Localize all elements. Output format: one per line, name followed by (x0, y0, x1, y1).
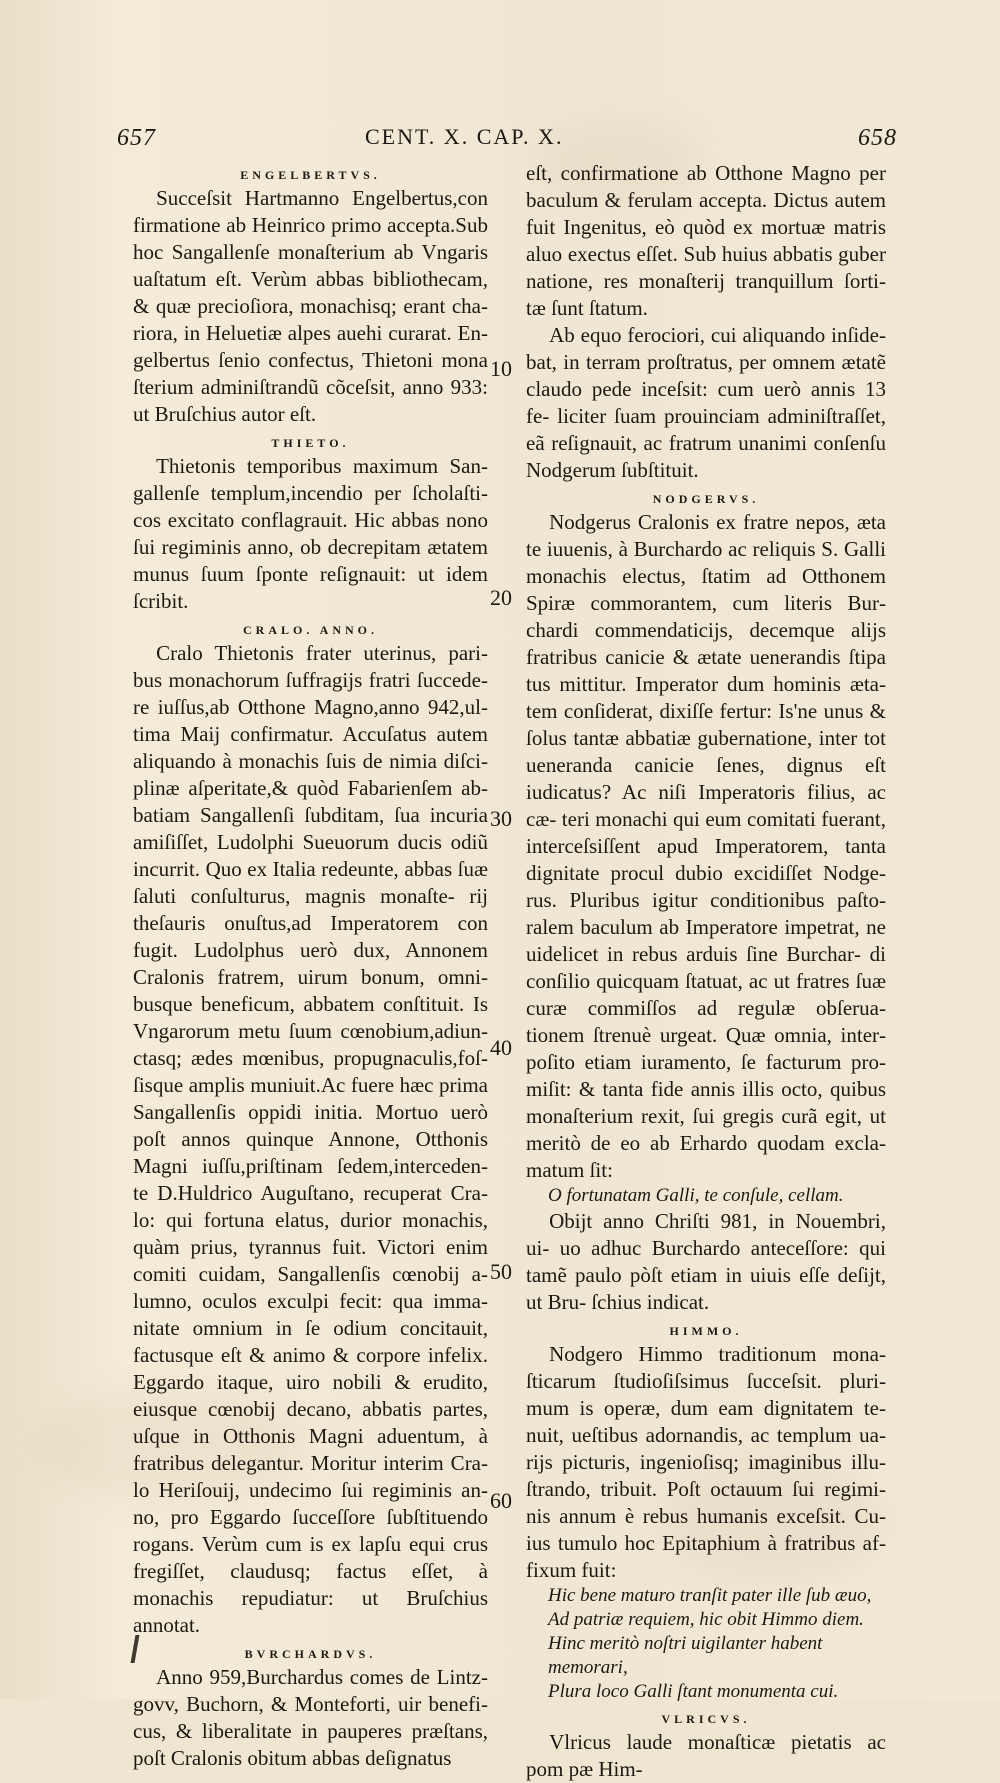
section-nodgerus (526, 490, 886, 1316)
section-text-2: Ab equo ferociori, cui aliquando inſide‑ bat, in terram proſtratus, per omnem ætatẽ claudo pede inceſsit: cum uerò annis 13 fe‑ liciter ſuam prouinciam adminiſtraſſet, eã reſignauit, ac fratrum unanimi conſenſu Nodgerum ſubſtituit. (526, 323, 886, 482)
line-number-20: 20 (490, 585, 512, 610)
section-thieto (133, 434, 488, 615)
section-himmo (526, 1322, 886, 1704)
section-text: Nodgero Himmo traditionum mona‑ ſticarum ſtudioſiſsimus ſucceſsit. pluri‑ mum is operæ, dum eam dignitatem te‑ nuit, ueſtibus adornandis, ac templum ua‑ rijs picturis, ingenioſisq; imaginibus illu‑ ſtrando, tribuit. Poſt octauum ſui regimi‑ nis annum è rebus humanis exceſsit. Cu‑ ius tumulo hoc Epitaphium à fratribus af‑ fixum fuit: (526, 1342, 886, 1582)
section-heading: HIMMO. (669, 1324, 743, 1338)
epitaph-line: Ad patriæ requiem, hic obit Himmo diem. (548, 1609, 864, 1630)
line-number-60: 60 (490, 1488, 512, 1513)
section-text: Cralo Thietonis frater uterinus, pari‑ bus monachorum ſuffragijs fratri ſuccede‑ re iuſſus,ab Otthone Magno,anno 942,ul‑ tima Maij confirmatur. Accuſatus autem aliquando à monachis ſuis de nimia diſci‑ plinæ aſperitate,& quòd Fabarienſem ab‑ batiam Sangallenſi ſubditam, ſua incuria amiſiſſet, Ludolphi Sueuorum ducis odiũ incurrit. Quo ex Italia redeunte, abbas ſuæ ſaluti conſulturus, magnis monaſte‑ rij theſauris onuſtus,ad Imperatorem con fugit. Ludolphus uerò dux, Annonem Cralonis fratrem, uirum bonum, omni‑ busque beneficum, abbatem conſtituit. Is Vngarorum metu ſuum cœnobium,adiun‑ ctasq; ædes mœnibus, propugnaculis,foſ‑ ſisque amplis muniuit.Ac fuere hæc prima Sangallenſis oppidi initia. Mortuo uerò poſt annos quinque Annone, Otthonis Magni iuſſu,priſtinam ſedem,interceden‑ te D.Huldrico Auguſtano, recuperat Cra‑ lo: qui fortuna elatus, durior monachis, quàm prius, tyrannus fuit. Victori enim comiti cuidam, Sangallenſis cœnobij a‑ lumno, oculos exculpi fecit: qua imma‑ nitate omnium in ſe odium concitauit, factusque eſt & animo & corpore infelix. Eggardo itaque, uiro nobili & erudito, eiusque cœnobij decano, abbatis partes, uſque in Otthonis Magni aduentum, à fratribus delegantur. Moritur interim Cra‑ lo Heriſouij, undecimo ſui regiminis an‑ no, pro Eggardo ſucceſſore ſubſtituendo rogans. Verùm cum is ex lapſu equi crus fregiſſet, claudusq; factus eſſet, à monachis repudiatur: ut Bruſchius annotat. (133, 641, 488, 1637)
section-text: Succeſsit Hartmanno Engelbertus,con firmatione ab Heinrico primo accepta.Sub hoc Sangallenſe monaſterium ab Vngaris uaſtatum eſt. Verùm abbas bibliothecam, & quæ precioſiora, monachisq; erant cha‑ riora, in Heluetiæ alpes auehi curarat. En‑ gelbertus ſenio confectus, Thietoni mona ſterium adminiſtrandũ cõceſsit, anno 933: ut Bruſchius autor eſt. (133, 186, 488, 426)
section-heading: CRALO. ANNO. (242, 623, 378, 637)
section-engelbertus (133, 166, 488, 428)
section-text: Nodgerus Cralonis ex fratre nepos, æta te iuuenis, à Burchardo ac reliquis S. Galli monachis electus, ſtatim ad Otthonem Spiræ commorantem, cum literis Bur‑ chardi commendaticijs, decemque alijs fratribus canicie & ætate uenerandis ſtipa tus mittitur. Imperator dum hominis æta‑ tem conſiderat, dixiſſe fertur: Is'ne unus & ſolus tantæ abbatiæ gubernatione, inter tot ueneranda canicie ſenes, dignus eſt iudicatus? Ac niſi Imperatoris filius, ac cæ‑ teri monachi qui eum comitati fuerant, interceſsiſſent apud Imperatorem, tanta dignitate procul dubio excidiſſet Nodge‑ rus. Pluribus igitur conditionibus paſto‑ ralem baculum ab Imperatore impetrat, ne uidelicet in rebus arduis ſine Burchar‑ di conſilio quicquam ſtatuat, ac ut fratres ſuæ curæ commiſſos ad regulæ obſerua‑ tionem ſtrenuè urgeat. Quæ omnia, inter‑ poſito etiam iuramento, ſe facturum pro‑ miſit: & tanta fide annis illis octo, quibus monaſterium rexit, ſui gregis curã egit, ut meritò de eo ab Erhardo quodam excla‑ matum ſit: (526, 510, 886, 1182)
section-vlricus (526, 1710, 886, 1783)
left-column (133, 160, 488, 1772)
section-heading: ENGELBERTVS. (240, 168, 381, 182)
running-header (117, 126, 897, 156)
section-cralo (133, 621, 488, 1639)
epitaph-line: Hinc meritò noſtri uigilanter habent memorari, (548, 1633, 823, 1678)
epitaph-line: Plura loco Galli ſtant monumenta cui. (548, 1681, 839, 1702)
epitaph-line: Hic bene maturo tranſit pater ille ſub æuo, (548, 1585, 872, 1606)
running-title: CENT. X. CAP. X. (365, 124, 564, 149)
line-number-50: 50 (490, 1259, 512, 1284)
section-heading: THIETO. (271, 436, 350, 450)
right-page-number: 658 (858, 125, 897, 151)
line-number-10: 10 (490, 356, 512, 381)
line-number-30: 30 (490, 806, 512, 831)
section-text: Vlricus laude monaſticæ pietatis ac pom pæ Him‑ (526, 1730, 886, 1781)
section-text: Thietonis temporibus maximum San‑ gallenſe templum,incendio per ſcholaſti‑ cos excitato conflagrauit. Hic abbas nono ſui regiminis anno, ob decrepitam ætatem munus ſuum ſponte reſignauit: ut idem ſcribit. (133, 454, 488, 613)
left-page-number: 657 (117, 125, 156, 151)
section-text: Anno 959,Burchardus comes de Lintz‑ govv, Buchorn, & Monteforti, uir benefi‑ cus, & liberalitate in pauperes præſtans, poſt Cralonis obitum abbas deſignatus (133, 1665, 488, 1770)
section-heading: NODGERVS. (652, 492, 760, 506)
section-heading: BVRCHARDVS. (244, 1647, 377, 1661)
section-text-2: Obijt anno Chriſti 981, in Nouembri, ui‑ uo adhuc Burchardo anteceſſore: qui tamẽ paulo pòſt etiam in uiuis eſſe deſijt, ut Bru‑ ſchius indicat. (526, 1209, 886, 1314)
right-column (526, 160, 886, 1783)
verse-line: O fortunatam Galli, te conſule, cellam. (548, 1185, 844, 1206)
section-burchardus (133, 1645, 488, 1772)
line-number-40: 40 (490, 1035, 512, 1060)
section-text: eſt, confirmatione ab Otthone Magno per baculum & ferulam accepta. Dictus autem fuit Ingenitus, eò quòd ex mortuæ matris aluo exectus eſſet. Sub huius abbatis guber natione, res monaſterij tranquillum ſorti‑ tæ ſunt ſtatum. (526, 161, 886, 320)
section-burchardus-continued (526, 160, 886, 484)
section-heading: VLRICVS. (661, 1712, 751, 1726)
